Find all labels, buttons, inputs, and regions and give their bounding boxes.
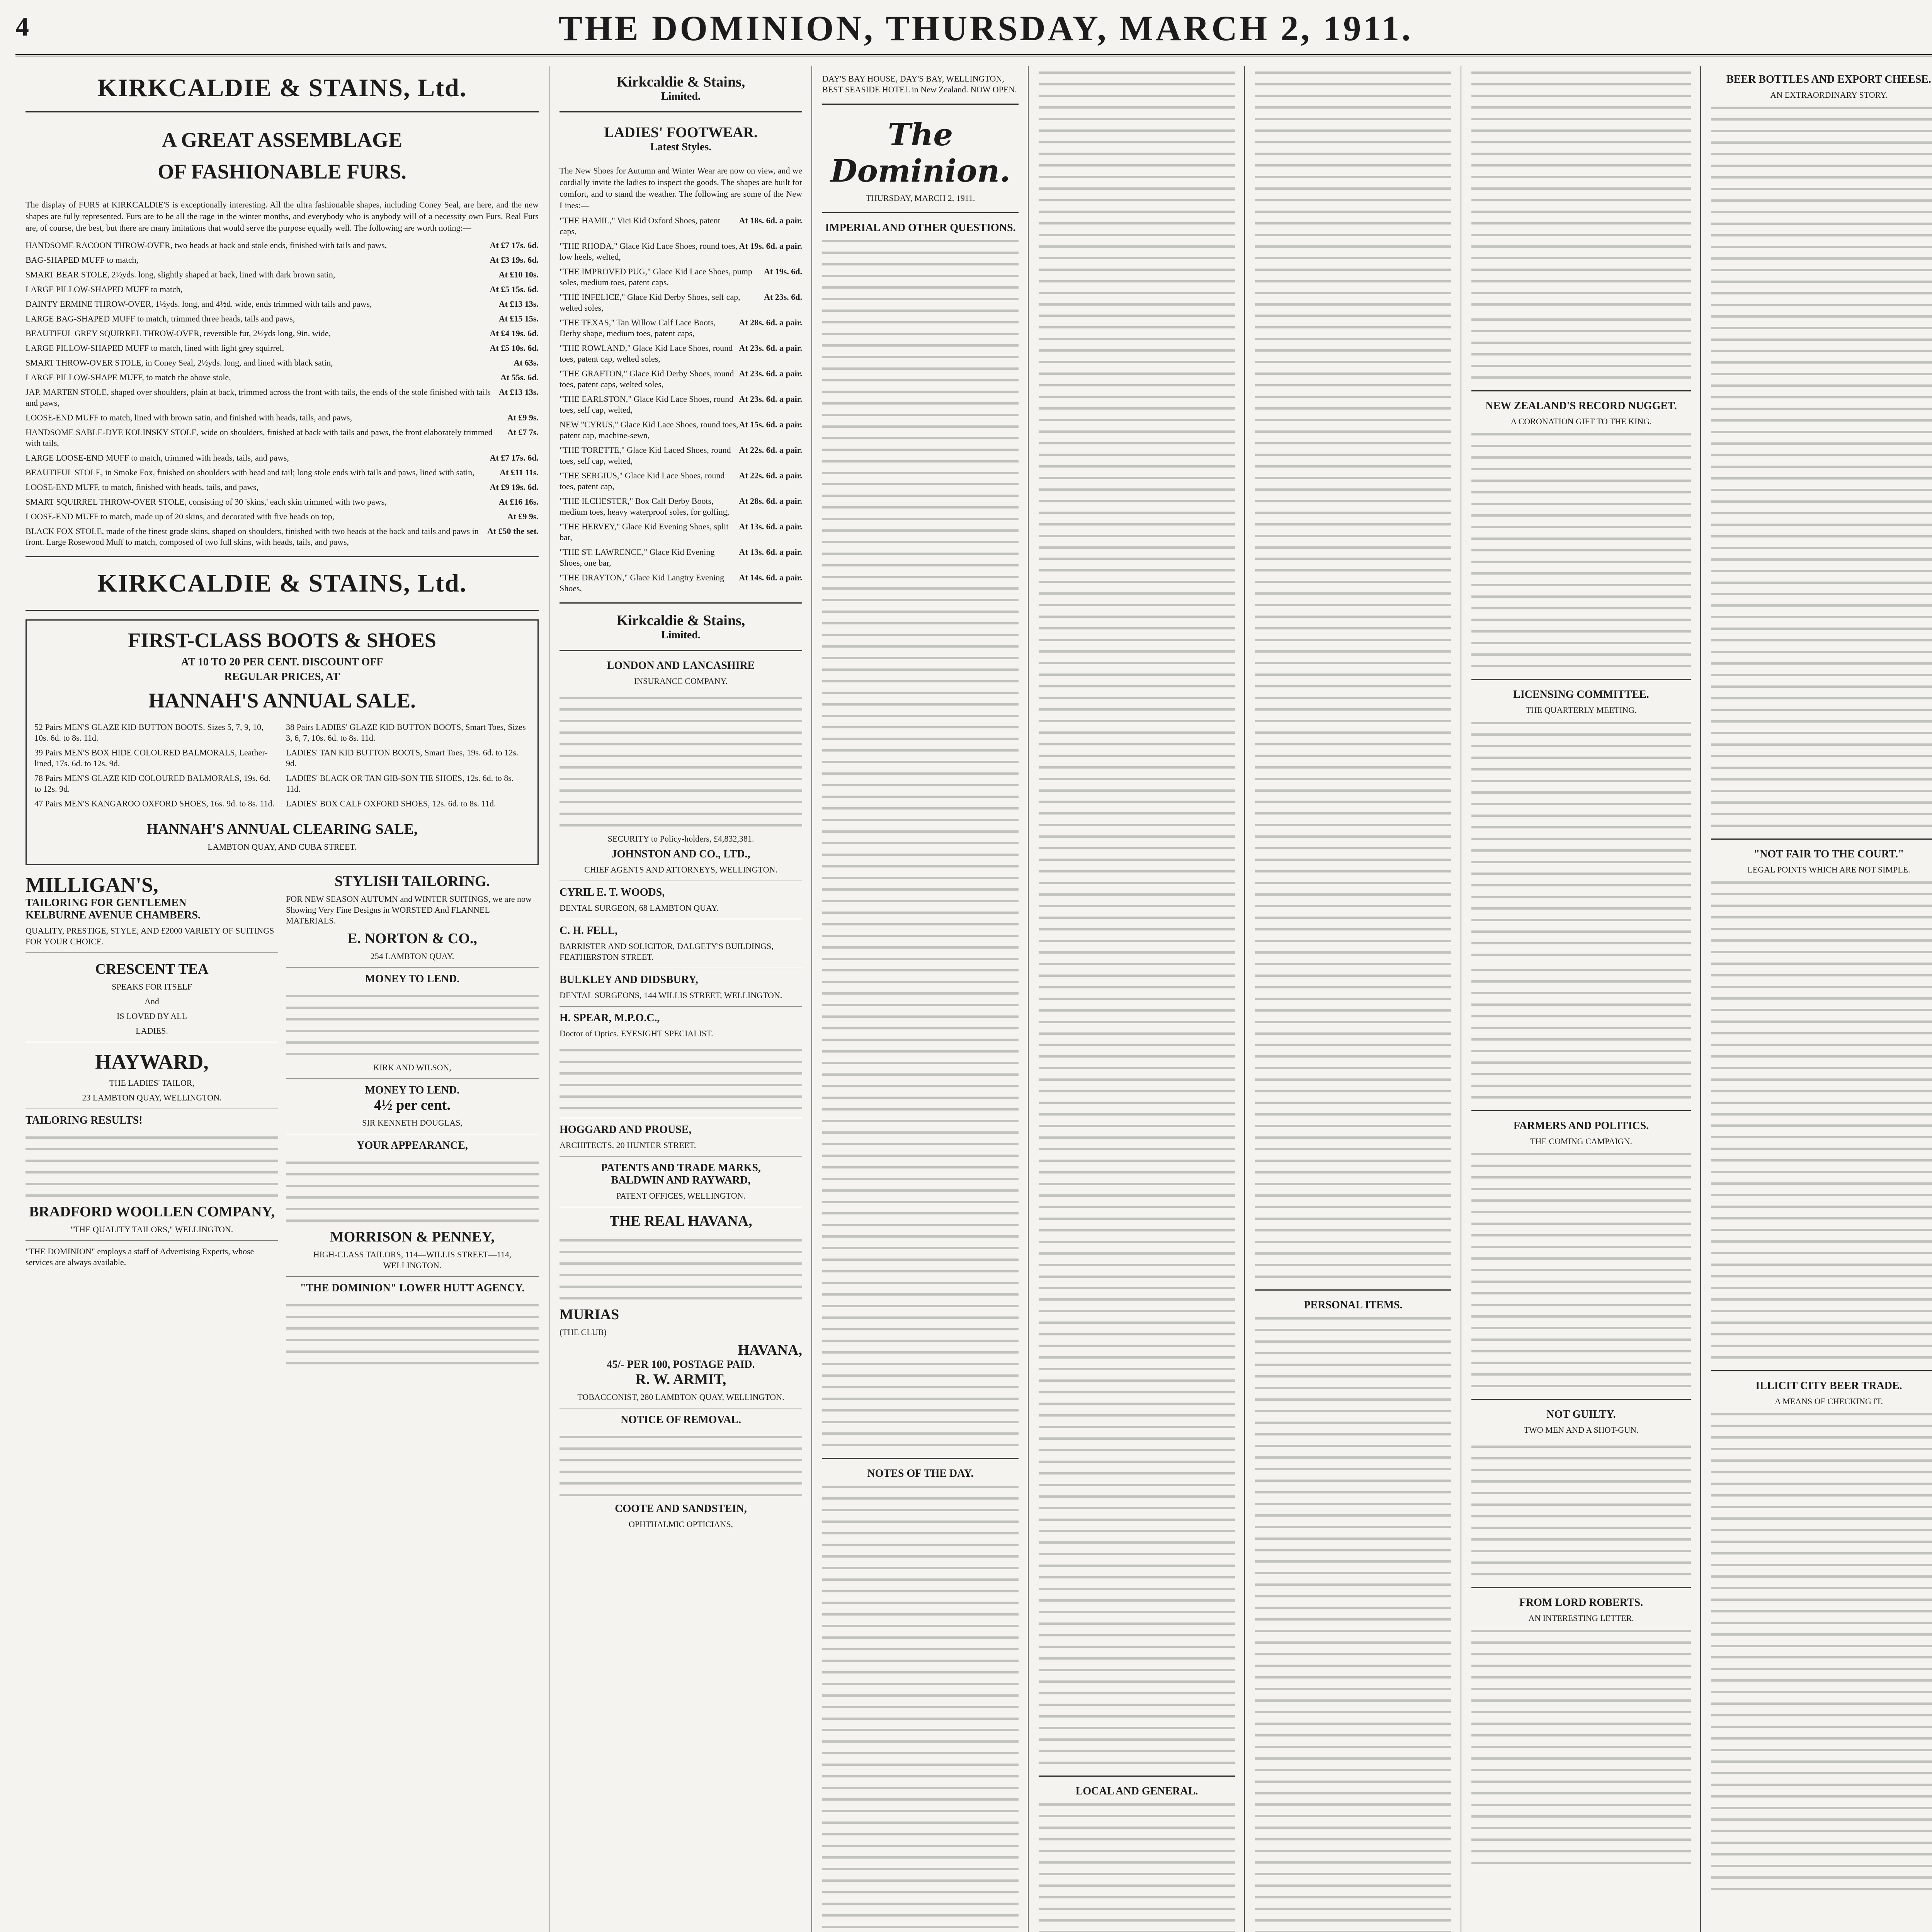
not-guilty-sub: TWO MEN AND A SHOT-GUN. (1524, 1425, 1639, 1435)
editorial-title: IMPERIAL AND OTHER QUESTIONS. (825, 222, 1016, 234)
kirkcaldie-footer: KIRKCALDIE & STAINS, Ltd. (97, 569, 467, 597)
item-price: At £10 10s. (498, 270, 539, 279)
item-name: LARGE PILLOW-SHAPE MUFF, to match the above stole, (26, 372, 231, 382)
list-item (26, 427, 539, 449)
kirk-wilson: KIRK AND WILSON, (373, 1063, 451, 1072)
list-item (26, 387, 539, 408)
item-price: At 13s. 6d. a pair. (739, 547, 802, 557)
footwear-sub: Latest Styles. (650, 141, 712, 153)
insurance-security: SECURITY to Policy-holders, £4,832,381. (607, 834, 754, 844)
crescent-line-3: IS LOVED BY ALL (117, 1011, 187, 1021)
item-price: At 22s. 6d. a pair. (739, 445, 802, 455)
item-price: At 23s. 6d. a pair. (739, 343, 802, 353)
list-item: 52 Pairs MEN'S GLAZE KID BUTTON BOOTS. Sizes 5, 7, 9, 10, 10s. 6d. to 8s. 11d. (34, 722, 264, 743)
item-price: At 14s. 6d. a pair. (739, 573, 802, 582)
item-price: At £7 17s. 6d. (490, 240, 539, 250)
list-item (560, 343, 802, 364)
insurance-title: LONDON AND LANCASHIRE (607, 660, 755, 672)
list-item (26, 343, 539, 354)
item-price: At £9 9s. (507, 512, 539, 521)
item-price: At 22s. 6d. a pair. (739, 471, 802, 480)
list-item (560, 419, 802, 441)
column-2 (549, 66, 812, 1932)
milligan-sub-1: TAILORING FOR GENTLEMEN (26, 897, 187, 909)
item-price: At 23s. 6d. a pair. (739, 394, 802, 404)
milligan-title: MILLIGAN'S, (26, 873, 158, 896)
farmers-sub: THE COMING CAMPAIGN. (1530, 1136, 1632, 1146)
item-price: At £11 11s. (500, 468, 539, 477)
hannah-advert (26, 619, 539, 865)
stylish-title: STYLISH TAILORING. (335, 873, 490, 889)
item-price: At 18s. 6d. a pair. (739, 216, 802, 225)
hannah-sale: HANNAH'S ANNUAL SALE. (148, 689, 416, 712)
insurance-agents-sub: CHIEF AGENTS AND ATTORNEYS, WELLINGTON. (584, 865, 777, 874)
list-item (560, 547, 802, 568)
item-price: At 28s. 6d. a pair. (739, 496, 802, 506)
morrison-address: HIGH-CLASS TAILORS, 114—WILLIS STREET—114, WELLINGTON. (313, 1250, 512, 1270)
item-name: "THE HAMIL," Vici Kid Oxford Shoes, patent caps, (560, 216, 720, 236)
crescent-line-4: LADIES. (136, 1026, 168, 1036)
item-name: SMART BEAR STOLE, 2½yds. long, slightly shaped at back, lined with dark brown satin, (26, 270, 335, 279)
court-title: "NOT FAIR TO THE COURT." (1753, 848, 1904, 860)
item-name: LOOSE-END MUFF to match, lined with brown satin, and finished with heads, tails, and paws, (26, 413, 352, 422)
milligan-sub-2: KELBURNE AVENUE CHAMBERS. (26, 909, 201, 921)
roberts-title: FROM LORD ROBERTS. (1519, 1597, 1643, 1609)
hannah-list-men (34, 718, 278, 813)
norton-name: E. NORTON & CO., (347, 930, 477, 947)
hoggard-sub: ARCHITECTS, 20 HUNTER STREET. (560, 1140, 696, 1150)
footwear-title: LADIES' FOOTWEAR. (604, 124, 758, 141)
list-item (26, 452, 539, 463)
list-item (560, 521, 802, 543)
bradford-name: BRADFORD WOOLLEN COMPANY, (29, 1204, 275, 1220)
item-name: BAG-SHAPED MUFF to match, (26, 255, 139, 265)
list-item (26, 255, 539, 265)
list-item (560, 470, 802, 492)
farmers-title: FARMERS AND POLITICS. (1513, 1120, 1649, 1132)
hannah-regular: REGULAR PRICES, AT (224, 671, 340, 683)
kirk2-sub: Limited. (661, 90, 701, 102)
list-item: 78 Pairs MEN'S GLAZE KID COLOURED BALMORALS, 19s. 6d. to 12s. 9d. (34, 773, 270, 794)
list-item (26, 299, 539, 310)
item-price: At £5 15s. 6d. (490, 284, 539, 294)
stylish-text: FOR NEW SEASON AUTUMN and WINTER SUITINGS, we are now Showing Very Fine Designs in WORSTED And FLANNEL MATERIALS. (286, 894, 532, 925)
list-item (26, 482, 539, 493)
illicit-sub: A MEANS OF CHECKING IT. (1774, 1396, 1883, 1406)
list-item (26, 511, 539, 522)
kirk2-footer: Kirkcaldie & Stains, (616, 612, 745, 629)
list-item (560, 572, 802, 594)
item-name: LARGE BAG-SHAPED MUFF to match, trimmed three heads, tails and paws, (26, 314, 295, 323)
column-4 (1028, 66, 1245, 1932)
column-7 (1700, 66, 1932, 1932)
item-name: "THE IMPROVED PUG," Glace Kid Lace Shoes, pump soles, medium toes, patent caps, (560, 267, 752, 287)
item-price: At £3 19s. 6d. (490, 255, 539, 265)
item-price: At 23s. 6d. (764, 292, 802, 302)
item-price: At 23s. 6d. a pair. (739, 369, 802, 378)
spear-sub: Doctor of Optics. EYESIGHT SPECIALIST. (560, 1029, 713, 1038)
nugget-sub: A CORONATION GIFT TO THE KING. (1510, 417, 1652, 426)
dominion-flag: The Dominion. (830, 116, 1010, 189)
sir-kenneth: SIR KENNETH DOUGLAS, (362, 1118, 463, 1128)
item-price: At £13 13s. (498, 387, 539, 397)
item-name: HANDSOME SABLE-DYE KOLINSKY STOLE, wide on shoulders, finished at back with tails and paws, the front elaborately trimmed with tails, (26, 427, 493, 448)
havana-price: 45/- PER 100, POSTAGE PAID. (607, 1359, 755, 1371)
hannah-clearing: HANNAH'S ANNUAL CLEARING SALE, (146, 821, 418, 837)
illicit-title: ILLICIT CITY BEER TRADE. (1755, 1380, 1902, 1392)
list-item (560, 215, 802, 237)
masthead (15, 8, 1932, 56)
item-name: "THE RHODA," Glace Kid Lace Shoes, round toes, low heels, welted, (560, 241, 738, 262)
local-general-title: LOCAL AND GENERAL. (1075, 1785, 1198, 1797)
list-item: LADIES' BLACK OR TAN GIB-SON TIE SHOES, 12s. 6d. to 8s. 11d. (286, 773, 514, 794)
morrison-name: MORRISON & PENNEY, (330, 1229, 495, 1245)
milligan-values: QUALITY, PRESTIGE, STYLE, AND £2000 VARIETY OF SUITINGS FOR YOUR CHOICE. (26, 926, 274, 946)
hannah-address: LAMBTON QUAY, AND CUBA STREET. (207, 842, 357, 852)
item-name: "THE GRAFTON," Glace Kid Derby Shoes, round toes, patent caps, welted soles, (560, 369, 734, 389)
kirk2-footer-sub: Limited. (661, 629, 701, 641)
item-price: At 19s. 6d. (764, 267, 802, 276)
list-item (26, 357, 539, 368)
item-name: DAINTY ERMINE THROW-OVER, 1½yds. long, and 4½d. wide, ends trimmed with tails and paws, (26, 299, 372, 309)
woods-name: CYRIL E. T. WOODS, (560, 886, 665, 898)
dominion-employs: "THE DOMINION" employs a staff of Advertising Experts, whose services are always available. (26, 1247, 254, 1267)
armit-name: R. W. ARMIT, (635, 1371, 726, 1388)
fur-list (26, 240, 539, 548)
list-item: 47 Pairs MEN'S KANGAROO OXFORD SHOES, 16s. 9d. to 8s. 11d. (34, 799, 275, 808)
list-item (560, 292, 802, 313)
item-name: JAP. MARTEN STOLE, shaped over shoulders, plain at back, trimmed across the front with tails, the ends of the stole finished with tails and paws, (26, 387, 491, 408)
hannah-list-ladies (286, 718, 530, 813)
crescent-line-2: And (145, 997, 159, 1006)
shoe-list (560, 215, 802, 594)
list-item (560, 394, 802, 415)
item-price: At 63s. (514, 358, 539, 367)
item-price: At £16 16s. (498, 497, 539, 507)
baldwin-name: BALDWIN AND RAYWARD, (611, 1174, 751, 1186)
roberts-sub: AN INTERESTING LETTER. (1528, 1613, 1634, 1623)
hayward-title: HAYWARD, (95, 1050, 209, 1073)
footwear-intro: The New Shoes for Autumn and Winter Wear are now on view, and we cordially invite the ladies to inspect the goods. The shapes are built for comfort, and to stand the weather. The following are some of the New Lines:— (560, 166, 802, 210)
coote-sub: OPHTHALMIC OPTICIANS, (628, 1519, 733, 1529)
item-name: "THE DRAYTON," Glace Kid Langtry Evening Shoes, (560, 573, 724, 593)
page-number: 4 (15, 12, 29, 42)
crescent-title: CRESCENT TEA (95, 961, 209, 977)
kirkcaldie-title: KIRKCALDIE & STAINS, Ltd. (97, 74, 467, 102)
item-name: NEW "CYRUS," Glace Kid Lace Shoes, round toes, patent cap, machine-sewn, (560, 420, 738, 440)
court-sub: LEGAL POINTS WHICH ARE NOT SIMPLE. (1747, 865, 1910, 874)
tailoring-results: TAILORING RESULTS! (26, 1114, 143, 1126)
spear-name: H. SPEAR, M.P.O.C., (560, 1012, 660, 1024)
item-price: At £13 13s. (498, 299, 539, 309)
item-name: "THE SERGIUS," Glace Kid Lace Shoes, round toes, patent cap, (560, 471, 725, 491)
item-price: At 13s. 6d. a pair. (739, 522, 802, 531)
item-name: BLACK FOX STOLE, made of the finest grade skins, shaped on shoulders, finished with two heads at the back and tails and paws in front. Large Rosewood Muff to match, composed of two full skins, with heads, tails, and paws, (26, 526, 479, 547)
item-name: "THE ROWLAND," Glace Kid Lace Shoes, round toes, patent cap, welted soles, (560, 343, 733, 364)
dominion-hut-agency: "THE DOMINION" LOWER HUTT AGENCY. (300, 1282, 525, 1294)
armit-sub: TOBACCONIST, 280 LAMBTON QUAY, WELLINGTON. (577, 1392, 784, 1402)
list-item (560, 445, 802, 466)
item-name: LARGE LOOSE-END MUFF to match, trimmed with heads, tails, and paws, (26, 453, 289, 463)
coote-name: COOTE AND SANDSTEIN, (615, 1503, 747, 1515)
item-price: At £7 17s. 6d. (490, 453, 539, 463)
insurance-sub: INSURANCE COMPANY. (634, 676, 728, 686)
hoggard-name: HOGGARD AND PROUSE, (560, 1124, 692, 1136)
item-name: "THE EARLSTON," Glace Kid Lace Shoes, round toes, self cap, welted, (560, 394, 734, 415)
item-price: At £9 19s. 6d. (490, 482, 539, 492)
norton-address: 254 LAMBTON QUAY. (370, 951, 454, 961)
item-name: SMART SQUIRREL THROW-OVER STOLE, consisting of 30 'skins,' each skin trimmed with two paws, (26, 497, 387, 507)
list-item (26, 467, 539, 478)
item-price: At £4 19s. 6d. (490, 328, 539, 338)
days-bay-advert: DAY'S BAY HOUSE, DAY'S BAY, WELLINGTON, BEST SEASIDE HOTEL in New Zealand. NOW OPEN. (822, 74, 1017, 94)
bulkley-sub: DENTAL SURGEONS, 144 WILLIS STREET, WELLINGTON. (560, 990, 782, 1000)
bulkley-name: BULKLEY AND DIDSBURY, (560, 974, 698, 986)
item-name: LARGE PILLOW-SHAPED MUFF to match, lined with light grey squirrel, (26, 343, 284, 353)
item-name: "THE INFELICE," Glace Kid Derby Shoes, self cap, welted soles, (560, 292, 740, 313)
furs-heading-2: OF FASHIONABLE FURS. (158, 160, 406, 183)
fell-name: C. H. FELL, (560, 925, 618, 937)
not-guilty-title: NOT GUILTY. (1546, 1408, 1616, 1420)
kirk2-title: Kirkcaldie & Stains, (616, 74, 745, 90)
page-columns (15, 66, 1932, 1932)
item-price: At £15 15s. (498, 314, 539, 323)
item-name: "THE TORETTE," Glace Kid Laced Shoes, round toes, self cap, welted, (560, 445, 731, 466)
havana-title: THE REAL HAVANA, (609, 1213, 752, 1229)
item-name: "THE ST. LAWRENCE," Glace Kid Evening Shoes, one bar, (560, 547, 715, 568)
list-item (26, 240, 539, 251)
item-name: "THE TEXAS," Tan Willow Calf Lace Boots, Derby shape, medium toes, patent caps, (560, 318, 716, 338)
item-name: BEAUTIFUL STOLE, in Smoke Fox, finished on shoulders with head and tail; long stole ends with tails and paws, lined with satin, (26, 468, 474, 477)
newspaper-title: THE DOMINION, THURSDAY, MARCH 2, 1911. (558, 9, 1413, 48)
hayward-address: 23 LAMBTON QUAY, WELLINGTON. (82, 1093, 222, 1102)
item-price: At 55s. 6d. (500, 372, 539, 382)
fell-sub: BARRISTER AND SOLICITOR, DALGETY'S BUILDINGS, FEATHERSTON STREET. (560, 941, 774, 962)
list-item (560, 266, 802, 288)
list-item: LADIES' BOX CALF OXFORD SHOES, 12s. 6d. to 8s. 11d. (286, 799, 496, 808)
baldwin-sub: PATENT OFFICES, WELLINGTON. (616, 1191, 746, 1201)
list-item (26, 284, 539, 295)
column-1 (15, 66, 549, 1932)
nugget-title: NEW ZEALAND'S RECORD NUGGET. (1485, 400, 1677, 412)
item-name: "THE HERVEY," Glace Kid Evening Shoes, split bar, (560, 522, 729, 542)
morrison-heading: YOUR APPEARANCE, (357, 1139, 468, 1151)
crescent-line-1: SPEAKS FOR ITSELF (112, 982, 192, 992)
list-item (560, 241, 802, 262)
list-item (560, 496, 802, 517)
editorial-date: THURSDAY, MARCH 2, 1911. (866, 193, 975, 203)
item-price: At £9 9s. (507, 413, 539, 422)
item-name: LOOSE-END MUFF, to match, finished with heads, tails, and paws, (26, 482, 259, 492)
woods-sub: DENTAL SURGEON, 68 LAMBTON QUAY. (560, 903, 719, 913)
beer-title: BEER BOTTLES AND EXPORT CHEESE. (1726, 73, 1931, 85)
licensing-title: LICENSING COMMITTEE. (1513, 689, 1649, 701)
item-name: "THE ILCHESTER," Box Calf Derby Boots, medium toes, heavy waterproof soles, for golfing, (560, 496, 730, 517)
column-6 (1461, 66, 1701, 1932)
item-price: At 28s. 6d. a pair. (739, 318, 802, 327)
list-item: LADIES' TAN KID BUTTON BOOTS, Smart Toes, 19s. 6d. to 12s. 9d. (286, 748, 519, 768)
list-item (560, 317, 802, 339)
havana-word: HAVANA, (738, 1342, 802, 1358)
item-name: LARGE PILLOW-SHAPED MUFF to match, (26, 284, 183, 294)
list-item (26, 328, 539, 339)
item-price: At £50 the set. (487, 526, 539, 536)
hayward-sub: THE LADIES' TAILOR, (109, 1078, 194, 1088)
bradford-sub: "THE QUALITY TAILORS," WELLINGTON. (70, 1225, 233, 1234)
column-5 (1244, 66, 1461, 1932)
hannah-heading: FIRST-CLASS BOOTS & SHOES (128, 629, 436, 652)
money-lend-1: MONEY TO LEND. (365, 973, 460, 985)
removal-title: NOTICE OF REMOVAL. (621, 1414, 741, 1426)
list-item (26, 412, 539, 423)
column-3 (811, 66, 1029, 1932)
furs-heading-1: A GREAT ASSEMBLAGE (162, 128, 403, 151)
item-price: At 15s. 6d. a pair. (739, 420, 802, 429)
patents-heading: PATENTS AND TRADE MARKS, (601, 1162, 761, 1174)
item-name: LOOSE-END MUFF to match, made up of 20 skins, and decorated with five heads on top, (26, 512, 335, 521)
item-price: At 19s. 6d. a pair. (739, 241, 802, 251)
item-price: At £5 10s. 6d. (490, 343, 539, 353)
list-item: 38 Pairs LADIES' GLAZE KID BUTTON BOOTS, Smart Toes, Sizes 3, 6, 7, 10s. 6d. to 8s. 11d. (286, 722, 526, 743)
item-price: At £7 7s. (507, 427, 539, 437)
list-item (26, 372, 539, 383)
list-item (26, 526, 539, 548)
hannah-discount: AT 10 TO 20 PER CENT. DISCOUNT OFF (181, 656, 383, 668)
item-name: BEAUTIFUL GREY SQUIRREL THROW-OVER, reversible fur, 2½yds long, 9in. wide, (26, 328, 331, 338)
personal-items-title: PERSONAL ITEMS. (1304, 1299, 1403, 1311)
licensing-sub: THE QUARTERLY MEETING. (1526, 705, 1637, 715)
murias-title: MURIAS (560, 1306, 619, 1323)
furs-intro: The display of FURS at KIRKCALDIE'S is exceptionally interesting. All the ultra fashionable shapes, including Coney Seal, are here, and the new shapes are fully represented. Furs are to be all the rage in the winter months, and everybody who is anybody will of a necessity own Furs. Real Furs are, of course, the best, but there are many imitations that would serve the purpose equally well. The following are worth noting:— (26, 200, 539, 233)
list-item (26, 313, 539, 324)
item-name: SMART THROW-OVER STOLE, in Coney Seal, 2½yds. long, and lined with black satin, (26, 358, 333, 367)
item-name: HANDSOME RACOON THROW-OVER, two heads at back and stole ends, finished with tails and paws, (26, 240, 387, 250)
insurance-agents: JOHNSTON AND CO., LTD., (611, 848, 750, 860)
notes-title: NOTES OF THE DAY. (867, 1468, 974, 1480)
list-item: 39 Pairs MEN'S BOX HIDE COLOURED BALMORALS, Leather-lined, 17s. 6d. to 12s. 9d. (34, 748, 268, 768)
interest-rate: 4½ per cent. (374, 1097, 451, 1113)
murias-sub: (THE CLUB) (560, 1327, 607, 1337)
money-lend-2: MONEY TO LEND. (365, 1084, 460, 1096)
list-item (26, 497, 539, 507)
beer-sub: AN EXTRAORDINARY STORY. (1770, 90, 1888, 100)
list-item (26, 269, 539, 280)
list-item (560, 368, 802, 390)
